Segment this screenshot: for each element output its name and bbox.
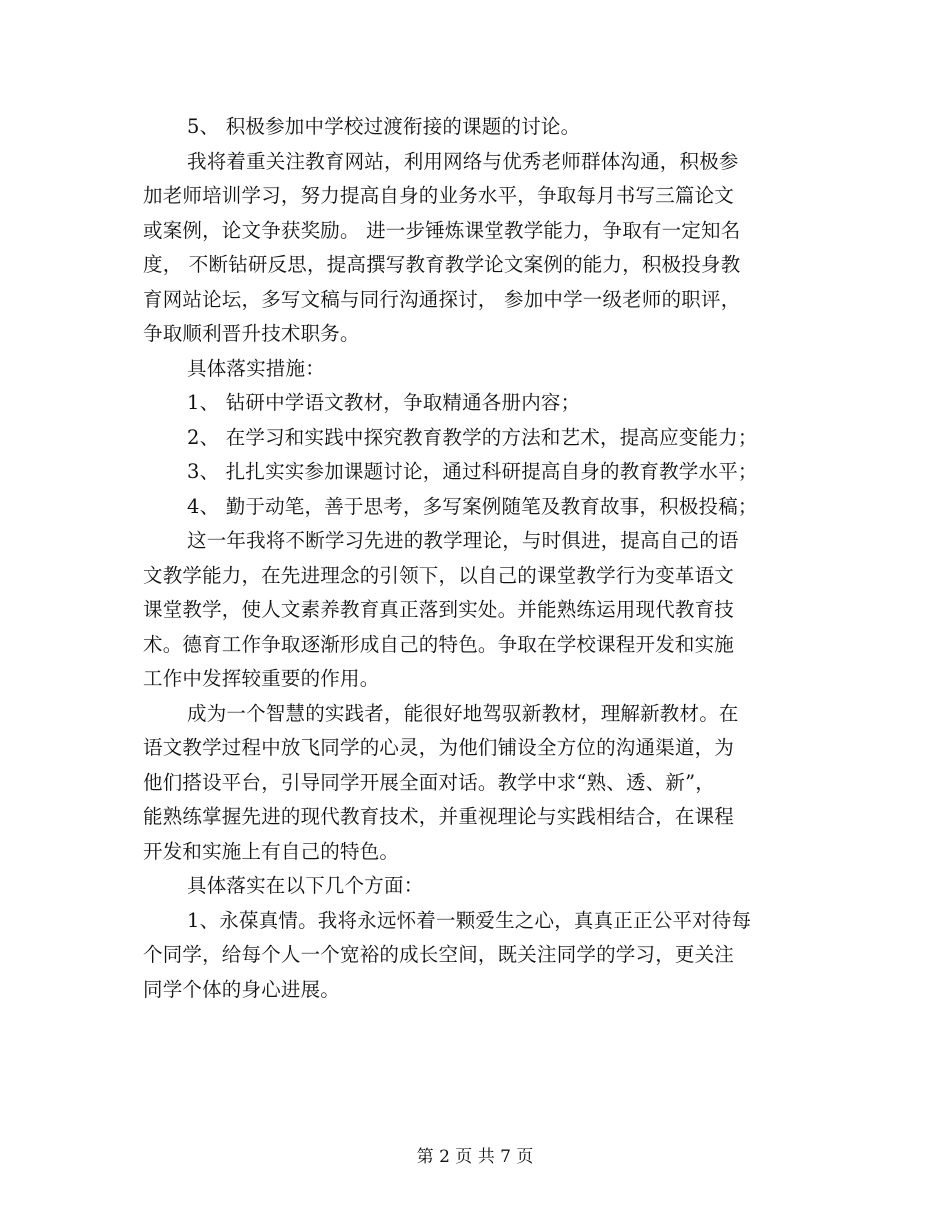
text-line: 语文教学过程中放飞同学的心灵，为他们铺设全方位的沟通渠道，为 — [143, 736, 735, 759]
text-line: 1、永葆真情。我将永远怀着一颗爱生之心，真真正正公平对待每 — [187, 908, 752, 932]
list-item: 3、 扎扎实实参加课题讨论，通过科研提高自身的教育教学水平； — [187, 460, 758, 483]
section-heading: 具体落实在以下几个方面： — [187, 874, 424, 897]
list-item: 4、 勤于动笔，善于思考，多写案例随笔及教育故事，积极投稿； — [187, 494, 758, 518]
text-line: 开发和实施上有自己的特色。 — [143, 839, 400, 863]
text-line: 个同学，给每个人一个宽裕的成长空间，既关注同学的学习，更关注 — [143, 943, 735, 966]
text-line: 他们搭设平台，引导同学开展全面对话。教学中求“熟、透、新”， — [143, 770, 715, 794]
text-line: 工作中发挥较重要的作用。 — [143, 667, 380, 690]
text-line: 能熟练掌握先进的现代教育技术，并重视理论与实践相结合，在课程 — [143, 805, 735, 828]
text-line: 或案例，论文争获奖励。 进一步锤炼课堂教学能力，争取有一定知名 — [143, 218, 741, 242]
text-line: 争取顺利晋升技术职务。 — [143, 322, 360, 345]
text-line: 加老师培训学习，努力提高自身的业务水平，争取每月书写三篇论文 — [143, 184, 735, 207]
list-item: 2、 在学习和实践中探究教育教学的方法和艺术，提高应变能力； — [187, 425, 758, 449]
text-line: 度， 不断钻研反思，提高撰写教育教学论文案例的能力，积极投身教 — [143, 253, 741, 276]
text-line: 术。德育工作争取逐渐形成自己的特色。争取在学校课程开发和实施 — [143, 632, 735, 656]
list-item: 1、 钻研中学语文教材，争取精通各册内容； — [187, 391, 581, 414]
section-heading: 具体落实措施： — [187, 356, 325, 380]
text-line: 同学个体的身心进展。 — [143, 977, 341, 1001]
text-line: 5、 积极参加中学校过渡衔接的课题的讨论。 — [187, 115, 581, 138]
text-line: 课堂教学，使人文素养教育真正落到实处。并能熟练运用现代教育技 — [143, 598, 735, 621]
document-body — [143, 110, 808, 1007]
page-number-footer: 第 2 页 共 7 页 — [416, 1147, 534, 1167]
text-line: 育网站论坛，多写文稿与同行沟通探讨， 参加中学一级老师的职评， — [143, 287, 741, 311]
text-line: 文教学能力，在先进理念的引领下，以自己的课堂教学行为变革语文 — [143, 563, 735, 587]
text-line: 我将着重关注教育网站，利用网络与优秀老师群体沟通，积极参 — [187, 149, 739, 173]
text-line: 这一年我将不断学习先进的教学理论，与时俱进，提高自己的语 — [187, 529, 739, 552]
text-line: 成为一个智慧的实践者，能很好地驾驭新教材，理解新教材。在 — [187, 701, 739, 725]
